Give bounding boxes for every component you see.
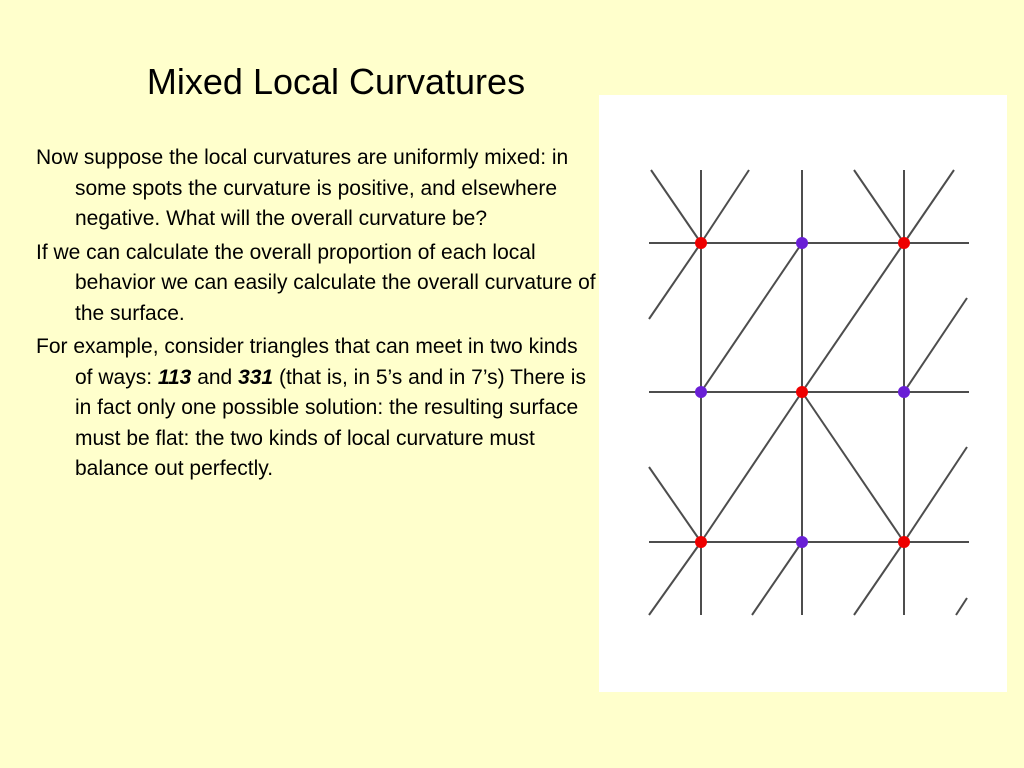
diagonal-line <box>854 170 904 243</box>
diagonal-line <box>701 243 802 392</box>
diagonal-line <box>904 447 967 542</box>
paragraph-2: If we can calculate the overall proportion of each local behavior we can easily calculate the overall curvature of the surface. <box>36 240 596 325</box>
diagonal-line <box>649 243 701 319</box>
diagonal-line <box>649 542 701 615</box>
diagonal-line <box>904 170 954 243</box>
red-vertex <box>695 237 707 249</box>
red-vertex <box>898 237 910 249</box>
code-113: 113 <box>157 365 192 389</box>
diagonal-line <box>649 467 701 542</box>
paragraph-1: Now suppose the local curvatures are uniformly mixed: in some spots the curvature is positive, and elsewhere negative. What will the overall curvature be? <box>36 146 569 230</box>
diagonal-line <box>651 170 701 243</box>
paragraph-3 <box>36 332 596 485</box>
body-text <box>36 143 596 488</box>
paragraph-3-rest: (that is, in 5’s and in 7’s) There is in fact only one possible solution: the resulting surface must be flat: the two kinds of local curvature must balance out perfectly. <box>75 365 586 480</box>
triangulation-figure <box>599 95 1007 692</box>
diagonal-line <box>701 392 802 542</box>
red-vertex <box>695 536 707 548</box>
diagonal-line <box>701 170 749 243</box>
paragraph-3-intro: For example, consider triangles that can meet in two kinds of ways: <box>36 335 578 389</box>
purple-vertex <box>796 536 808 548</box>
paragraph-3-and: and <box>191 365 239 389</box>
purple-vertex <box>796 237 808 249</box>
diagonal-line <box>854 542 904 615</box>
diagonal-line <box>904 298 967 392</box>
diagonal-line <box>802 392 904 542</box>
diagonal-line <box>956 598 967 615</box>
triangulation-diagram <box>599 95 1007 692</box>
red-vertex <box>898 536 910 548</box>
diagonal-line <box>752 542 802 615</box>
slide-title: Mixed Local Curvatures <box>146 61 526 102</box>
code-331: 331 <box>238 365 274 389</box>
diagonal-line <box>802 243 904 392</box>
purple-vertex <box>898 386 910 398</box>
red-vertex <box>796 386 808 398</box>
purple-vertex <box>695 386 707 398</box>
